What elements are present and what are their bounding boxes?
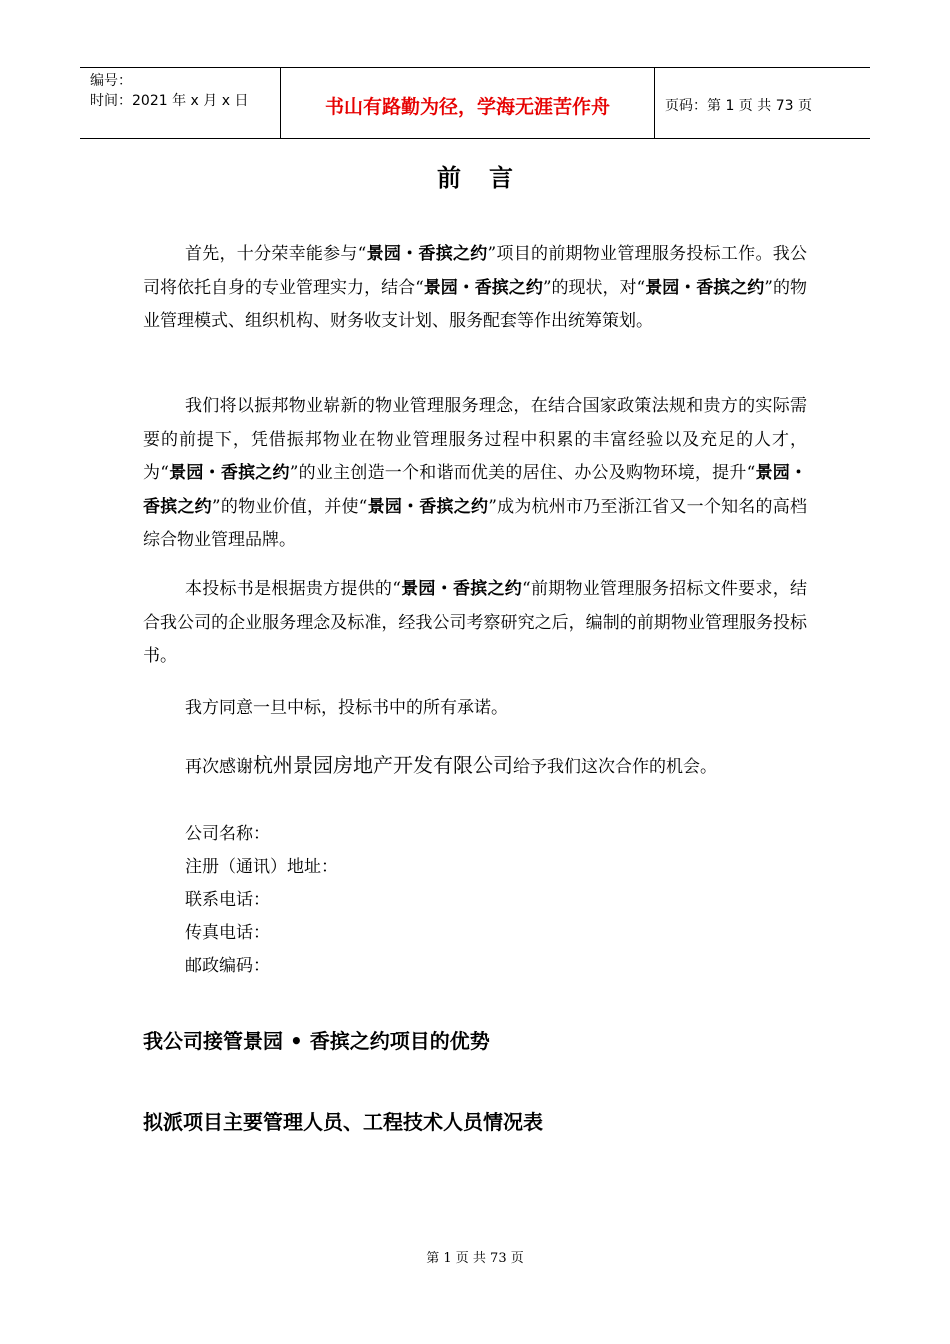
paragraph-4: [143, 692, 807, 726]
p3-project-name: 景园・香摈之约: [400, 579, 523, 599]
header-page-info: 页码：第 1 页 共 73 页: [665, 97, 812, 114]
time-label: 时间：2021 年 x 月 x 日: [90, 93, 249, 109]
p2-text-a: 我们将以振邦物业崭新的物业管理服务理念，在结合国家政策法规和贵方的实际需要的前提下，凭借振邦物业在物业管理服务过程中积累的丰富经验以及充足的人才，为“: [143, 396, 807, 483]
number-label: 编号：: [90, 73, 132, 89]
p4-text: 我方同意一旦中标，投标书中的所有承诺。: [185, 698, 508, 718]
company-phone-label: 联系电话：: [185, 890, 270, 910]
page-title: 前言: [437, 163, 541, 192]
header-motto: 书山有路勤为径，学海无涯苦作舟: [281, 68, 655, 138]
p1-text-c: ”项目的前期物业管理服务投标工作。我公司将依托自身的专业管理实力，结合“: [143, 244, 807, 298]
p1-text-a: 首先，十分荣幸能参与“: [185, 244, 367, 264]
company-postcode-label: 邮政编码：: [185, 956, 270, 976]
p5-text-a: 再次感谢: [185, 757, 253, 777]
p2-project-name: 景园・香摈之约: [168, 463, 290, 483]
p1-project-name: 景园・香摈之约: [645, 277, 765, 298]
company-fax-label: 传真电话：: [185, 923, 270, 943]
section-heading-staff-table: 拟派项目主要管理人员、工程技术人员情况表: [143, 1110, 543, 1134]
paragraph-2: [143, 390, 807, 558]
paragraph-1: [143, 238, 807, 339]
document-header: [80, 67, 870, 139]
p2-text-g: ”成为杭州市乃至浙江省又一个知名的高档综合物业管理品牌。: [143, 496, 807, 550]
paragraph-3: [143, 573, 807, 674]
page-footer: 第 1 页 共 73 页: [426, 1251, 524, 1266]
section-heading-advantages: 我公司接管景园 • 香摈之约项目的优势: [143, 1029, 490, 1053]
p2-text-c: ”的业主创造一个和谐而优美的居住、办公及购物环境，提升“: [289, 463, 756, 483]
p1-text-e: ”的现状，对“: [542, 277, 646, 298]
p1-text-g: ”的物业管理模式、组织机构、财务收支计划、服务配套等作出统筹策划。: [143, 277, 807, 331]
p2-project-name: 景园・香摈之约: [367, 496, 489, 517]
company-info: [185, 818, 338, 983]
p2-text-e: ”的物业价值，并使“: [211, 496, 368, 517]
paragraph-5: [143, 749, 807, 785]
header-meta: [80, 68, 281, 138]
company-address-label: 注册（通讯）地址：: [185, 857, 338, 877]
p3-text-c: “前期物业管理服务招标文件要求，结合我公司的企业服务理念及标准，经我公司考察研究之后，编制的前期物业管理服务投标书。: [143, 579, 807, 666]
p1-project-name: 景园・香摈之约: [366, 244, 488, 264]
p3-text-a: 本投标书是根据贵方提供的“: [185, 579, 401, 599]
p2-project-name: 景园・香摈之约: [143, 463, 807, 517]
company-name-label: 公司名称：: [185, 824, 270, 844]
p1-project-name: 景园・香摈之约: [423, 277, 543, 298]
p5-company-name: 杭州景园房地产开发有限公司: [253, 753, 513, 777]
p5-text-c: 给予我们这次合作的机会。: [513, 757, 717, 777]
